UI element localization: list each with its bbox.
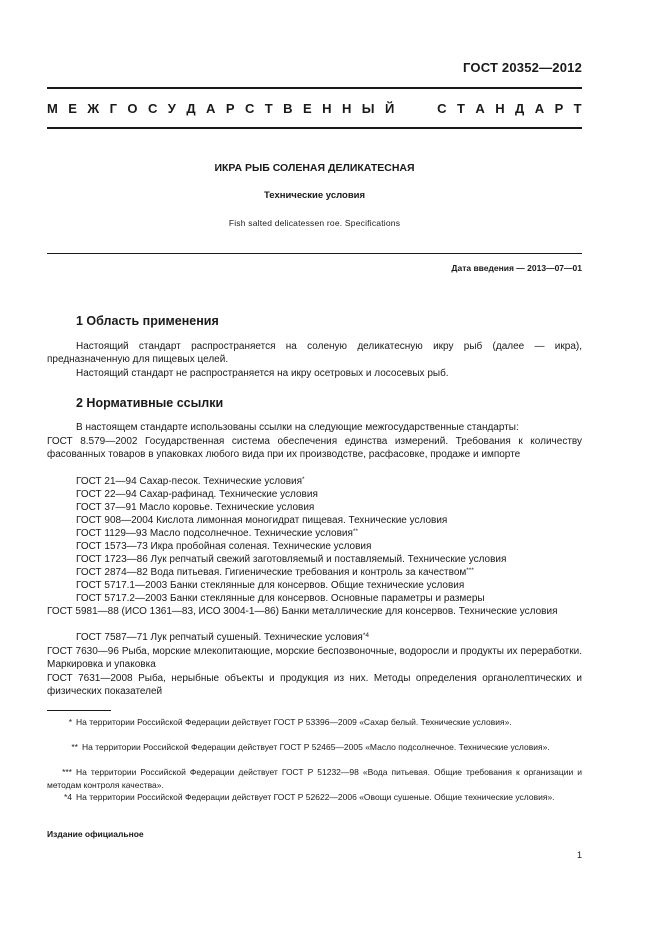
banner-letter: Р bbox=[554, 101, 564, 116]
banner-word-gap bbox=[405, 101, 427, 116]
reference-item: ГОСТ 908—2004 Кислота лимонная моногидрат пищевая. Технические условия bbox=[76, 515, 448, 526]
section-1-paragraph-1: Настоящий стандарт распространяется на соленую деликатесную икру рыб (далее — икра), предназначенную для пищевых целей. bbox=[47, 341, 582, 365]
reference-gost-7630: ГОСТ 7630—96 Рыба, морские млекопитающие, морские беспозвоночные, водоросли и продукты их переработки. Маркировка и упаковка bbox=[47, 646, 582, 670]
banner-letter: Н bbox=[322, 101, 332, 116]
banner-letter: А bbox=[534, 101, 545, 116]
banner-letter: Т bbox=[264, 101, 273, 116]
banner-letter: Т bbox=[456, 101, 465, 116]
section-1-paragraph-2: Настоящий стандарт не распространяется на икру осетровых и лососевых рыб. bbox=[76, 368, 449, 379]
reference-gost-7631: ГОСТ 7631—2008 Рыба, нерыбные объекты и продукция из них. Методы определения органолептических и физических показателей bbox=[47, 673, 582, 697]
title-rule bbox=[47, 253, 582, 254]
section-1-heading: 1 Область применения bbox=[76, 314, 219, 328]
reference-item: ГОСТ 5717.1—2003 Банки стеклянные для консервов. Общие технические условия bbox=[76, 580, 465, 591]
reference-gost-5981: ГОСТ 5981—88 (ИСО 1361—83, ИСО 3004-1—86) Банки металлические для консервов. Технические условия bbox=[47, 606, 558, 617]
banner-letter: В bbox=[283, 101, 293, 116]
banner-letter: Д bbox=[186, 101, 196, 116]
reference-item: ГОСТ 1573—73 Икра пробойная соленая. Технические условия bbox=[76, 541, 372, 552]
banner-letter: М bbox=[47, 101, 58, 116]
banner-letter: Е bbox=[303, 101, 312, 116]
reference-item: ГОСТ 1723—86 Лук репчатый свежий заготовляемый и поставляемый. Технические условия bbox=[76, 554, 507, 565]
footnote-1: * На территории Российской Федерации действует ГОСТ Р 53396—2009 «Сахар белый. Технические условия». bbox=[68, 717, 512, 727]
reference-item: ГОСТ 21—94 Сахар-песок. Технические условия* bbox=[76, 476, 305, 487]
banner-letter: Н bbox=[341, 101, 352, 116]
banner-letter: Р bbox=[225, 101, 235, 116]
banner-letter: С bbox=[244, 101, 255, 116]
banner-rule bbox=[47, 127, 582, 129]
page-number: 1 bbox=[576, 850, 582, 860]
document-title: ИКРА РЫБ СОЛЕНАЯ ДЕЛИКАТЕСНАЯ bbox=[214, 162, 415, 174]
footnote-2: ** На территории Российской Федерации действует ГОСТ Р 52465—2005 «Масло подсолнечное. Технические условия». bbox=[71, 742, 550, 752]
footnote-4: *4 На территории Российской Федерации действует ГОСТ Р 52622—2006 «Овощи сушеные. Общие технические условия». bbox=[63, 792, 555, 802]
reference-gost-8579: ГОСТ 8.579—2002 Государственная система обеспечения единства измерений. Требования к количеству фасованных товаров в упаковках любого вида при их производстве, расфасовке, продаже и импорте bbox=[47, 436, 582, 460]
banner-letter: Н bbox=[495, 101, 505, 116]
gost-code: ГОСТ 20352—2012 bbox=[463, 60, 582, 75]
document-subtitle: Технические условия bbox=[263, 190, 366, 201]
banner-letter: Д bbox=[515, 101, 525, 116]
footnote-3: *** На территории Российской Федерации действует ГОСТ Р 51232—98 «Вода питьевая. Общие требования к организации и методам контроля качества». bbox=[47, 767, 582, 790]
banner-letter: О bbox=[127, 101, 138, 116]
document-english-title: Fish salted delicatessen roe. Specifications bbox=[228, 218, 401, 228]
footnote-rule bbox=[47, 710, 111, 711]
banner-letter: А bbox=[475, 101, 485, 116]
banner-letter: С bbox=[437, 101, 447, 116]
reference-gost-7587: ГОСТ 7587—71 Лук репчатый сушеный. Технические условия$^{*4}$ bbox=[76, 632, 369, 643]
banner-letter: Й bbox=[384, 101, 395, 116]
interstate-standard-banner bbox=[47, 101, 582, 116]
banner-letter: Е bbox=[68, 101, 77, 116]
section-2-intro: В настоящем стандарте использованы ссылки на следующие межгосударственные стандарты: bbox=[76, 422, 519, 433]
introduction-date: Дата введения — 2013—07—01 bbox=[451, 263, 582, 273]
banner-letter: Г bbox=[109, 101, 117, 116]
top-rule bbox=[47, 87, 582, 89]
official-edition-label: Издание официальное bbox=[47, 829, 144, 839]
reference-item: ГОСТ 5717.2—2003 Банки стеклянные для консервов. Основные параметры и размеры bbox=[76, 593, 485, 604]
banner-letter: А bbox=[206, 101, 216, 116]
reference-item: ГОСТ 1129—93 Масло подсолнечное. Технические условия** bbox=[76, 528, 358, 539]
banner-letter: У bbox=[167, 101, 176, 116]
banner-letter: С bbox=[147, 101, 158, 116]
banner-letter: Ж bbox=[87, 101, 100, 116]
banner-letter: Ы bbox=[361, 101, 375, 116]
section-2-heading: 2 Нормативные ссылки bbox=[76, 396, 224, 410]
reference-item: ГОСТ 2874—82 Вода питьевая. Гигиенические требования и контроль за качеством*** bbox=[76, 567, 474, 578]
reference-item: ГОСТ 22—94 Сахар-рафинад. Технические условия bbox=[76, 489, 318, 500]
reference-item: ГОСТ 37—91 Масло коровье. Технические условия bbox=[76, 502, 315, 513]
banner-letter: Т bbox=[573, 101, 582, 116]
